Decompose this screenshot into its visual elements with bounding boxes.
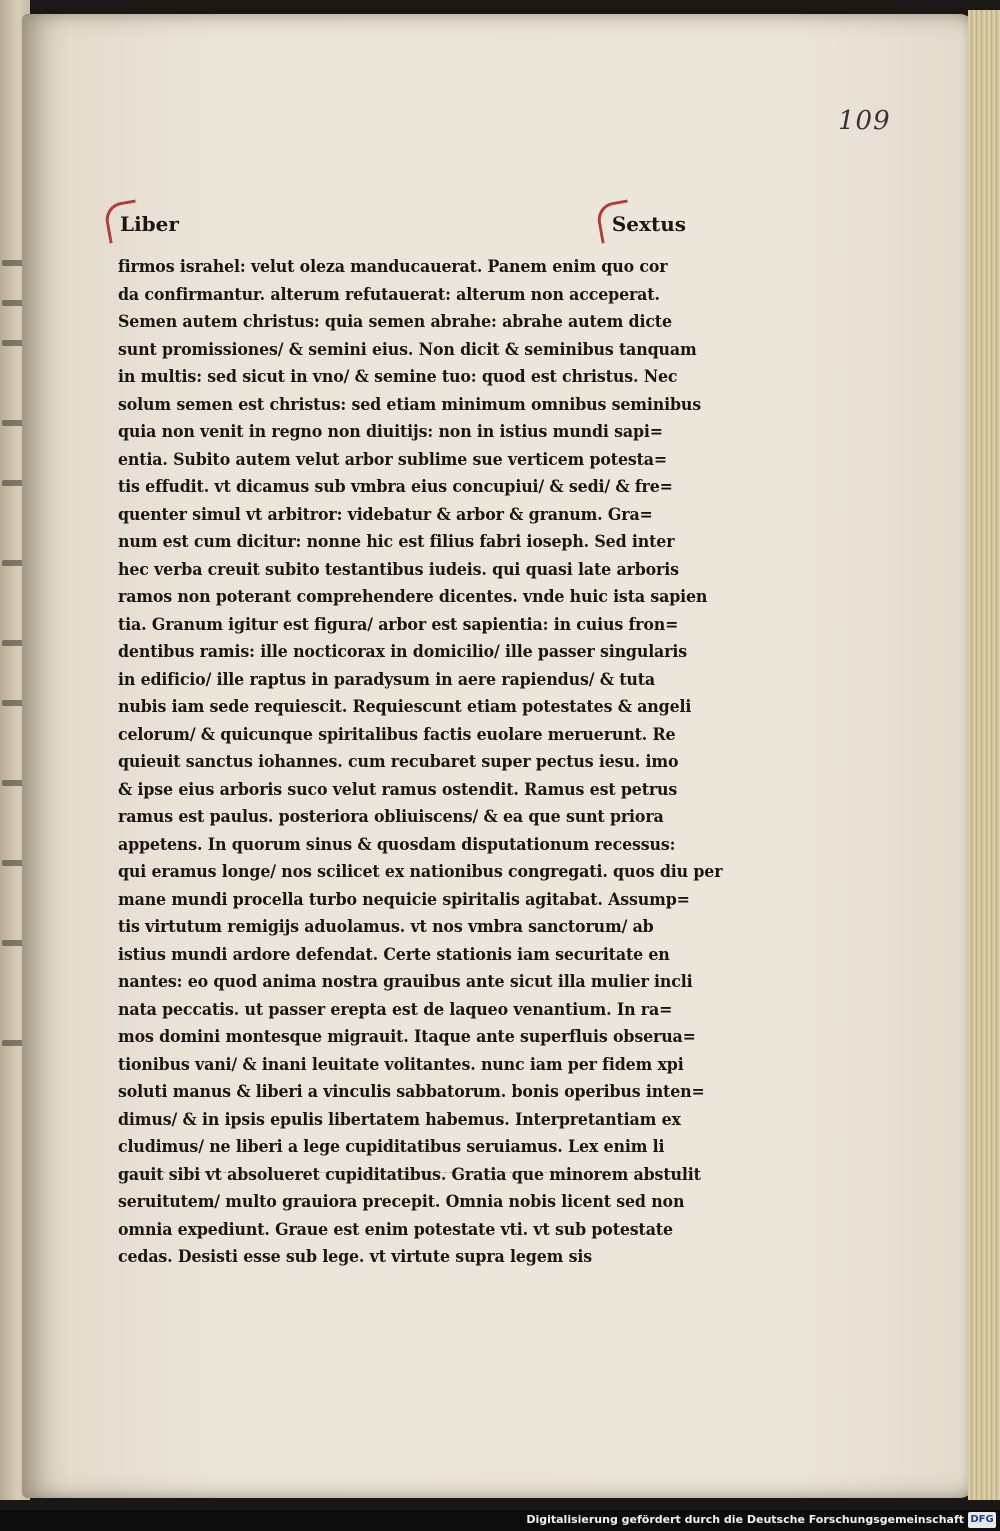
rubric-flourish-left [103, 199, 142, 243]
text-line: dentibus ramis: ille nocticorax in domicilio/ ille passer singularis [118, 642, 687, 662]
text-line: tis virtutum remigijs aduolamus. vt nos vmbra sanctorum/ ab [118, 917, 654, 937]
text-line: quia non venit in regno non diuitijs: non in istius mundi sapi= [118, 422, 663, 442]
text-line: mos domini montesque migrauit. Itaque ante superfluis obserua= [118, 1027, 696, 1047]
text-line: in multis: sed sicut in vno/ & semine tuo: quod est christus. Nec [118, 367, 678, 387]
text-line: dimus/ & in ipsis epulis libertatem habemus. Interpretantiam ex [118, 1109, 681, 1130]
running-head-left-text: Liber [120, 212, 179, 236]
running-head-right [612, 212, 686, 236]
text-line: & ipse eius arboris suco velut ramus ostendit. Ramus est petrus [118, 779, 678, 800]
text-line: omnia expediunt. Graue est enim potestate vti. vt sub potestate [118, 1219, 673, 1240]
text-line: cedas. Desisti esse sub lege. vt virtute supra legem sis [118, 1247, 592, 1267]
text-line: solum semen est christus: sed etiam minimum omnibus seminibus [118, 394, 702, 415]
text-line: celorum/ & quicunque spiritalibus factis euolare meruerunt. Re [118, 724, 676, 745]
text-line: mane mundi procella turbo nequicie spiritalis agitabat. Assump= [118, 889, 690, 910]
text-line: gauit sibi vt absolueret cupiditatibus. Gratia que minorem abstulit [118, 1164, 701, 1185]
text-line: seruitutem/ multo grauiora precepit. Omnia nobis licent sed non [118, 1192, 685, 1212]
page-stack-edge [968, 10, 1000, 1500]
running-head-left [120, 212, 179, 236]
text-line: num est cum dicitur: nonne hic est filius fabri ioseph. Sed inter [118, 532, 675, 552]
text-line: tis effudit. vt dicamus sub vmbra eius concupiui/ & sedi/ & fre= [118, 477, 673, 497]
folio-number: 109 [838, 106, 891, 136]
text-line: soluti manus & liberi a vinculis sabbatorum. bonis operibus inten= [118, 1082, 705, 1102]
text-line: sunt promissiones/ & semini eius. Non dicit & seminibus tanquam [118, 339, 697, 360]
text-line: nantes: eo quod anima nostra grauibus ante sicut illa mulier incli [118, 972, 693, 992]
text-line: Semen autem christus: quia semen abrahe: abrahe autem dicte [118, 312, 672, 332]
footer-credit: Digitalisierung gefördert durch die Deutsche Forschungsgemeinschaft [526, 1513, 964, 1526]
text-line: da confirmantur. alterum refutauerat: alterum non acceperat. [118, 284, 660, 305]
text-line: in edificio/ ille raptus in paradysum in aere rapiendus/ & tuta [118, 669, 656, 690]
text-line: qui eramus longe/ nos scilicet ex nationibus congregati. quos diu per [118, 862, 723, 882]
text-line: tia. Granum igitur est figura/ arbor est sapientia: in cuius fron= [118, 614, 679, 635]
text-line: quenter simul vt arbitror: videbatur & arbor & granum. Gra= [118, 504, 653, 525]
text-line: nubis iam sede requiescit. Requiescunt etiam potestates & angeli [118, 697, 692, 717]
rubric-flourish-right [595, 199, 634, 243]
text-line: tionibus vani/ & inani leuitate volitantes. nunc iam per fidem xpi [118, 1054, 684, 1075]
text-block [118, 254, 723, 1272]
text-line: ramus est paulus. posteriora obliuiscens/ & ea que sunt priora [118, 807, 664, 827]
dfg-logo: DFG [968, 1512, 996, 1528]
text-line: cludimus/ ne liberi a lege cupiditatibus seruiamus. Lex enim li [118, 1137, 665, 1157]
footer-bar [0, 1510, 1000, 1531]
text-line: istius mundi ardore defendat. Certe stationis iam securitate en [118, 944, 670, 965]
text-line: nata peccatis. ut passer erepta est de laqueo venantium. In ra= [118, 999, 673, 1020]
text-line: firmos israhel: velut oleza manducauerat. Panem enim quo cor [118, 257, 668, 277]
text-line: hec verba creuit subito testantibus iudeis. qui quasi late arboris [118, 559, 679, 580]
text-line: quieuit sanctus iohannes. cum recubaret super pectus iesu. imo [118, 752, 679, 772]
text-line: appetens. In quorum sinus & quosdam disputationum recessus: [118, 834, 676, 855]
ink-offset-trace [118, 1158, 688, 1173]
running-head-right-text: Sextus [611, 212, 686, 236]
text-line: entia. Subito autem velut arbor sublime sue verticem potesta= [118, 449, 668, 470]
text-line: ramos non poterant comprehendere dicentes. vnde huic ista sapien [118, 587, 708, 607]
running-head [100, 200, 692, 246]
